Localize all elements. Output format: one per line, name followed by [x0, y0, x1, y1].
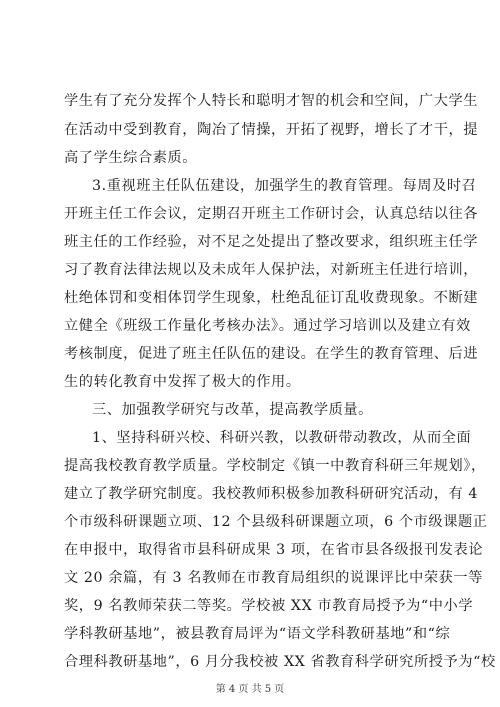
text-line: 学科教研基地”，被县教育局评为“语文学科教研基地”和“综: [64, 626, 451, 642]
text-line: 开班主任工作会议，定期召开班主工作研讨会，认真总结以往各: [64, 206, 479, 222]
text-line: 考核制度，促进了班主任队伍的建设。在学生的教育管理、后进: [64, 346, 479, 362]
text-line: 合理科教研基地”，6 月分我校被 XX 省教育科学研究所授予为“校: [64, 654, 496, 670]
text-line: 在活动中受到教育，陶冶了情操，开拓了视野，增长了才干，提: [64, 122, 479, 138]
text-line: 在申报中，取得省市县科研成果 3 项，在省市县各级报刊发表论: [64, 542, 484, 558]
text-line: 3.重视班主任队伍建设，加强学生的教育管理。每周及时召: [92, 178, 477, 194]
text-line: 学生有了充分发挥个人特长和聪明才智的机会和空间，广大学生: [64, 93, 479, 109]
page-footer: 第 4 页 共 5 页: [215, 684, 285, 695]
text-line: 建立了教学研究制度。我校教师积极参加教科研研究活动，有 4: [64, 486, 479, 502]
text-line: 文 20 余篇，有 3 名教师在市教育局组织的说课评比中荣获一等: [64, 570, 484, 586]
text-line: 提高我校教育教学质量。学校制定《镇一中教育科研三年规划》，: [64, 458, 486, 474]
text-line: 个市级科研课题立项、12 个县级科研课题立项，6 个市级课题正: [64, 514, 488, 530]
text-line: 立健全《班级工作量化考核办法》。通过学习培训以及建立有效: [64, 318, 471, 334]
text-line: 1、坚持科研兴校、科研兴教，以教研带动教改，从而全面: [92, 430, 472, 446]
text-line: 生的转化教育中发挥了极大的作用。: [64, 374, 301, 390]
section-heading: 三、加强教学研究与改革，提高教学质量。: [92, 402, 373, 418]
text-line: 习了教育法律法规以及未成年人保护法，对新班主任进行培训，: [64, 262, 479, 278]
text-line: 奖，9 名教师荣获二等奖。学校被 XX 市教育局授予为“中小学: [64, 598, 474, 614]
text-line: 高了学生综合素质。: [64, 150, 198, 166]
text-line: 杜绝体罚和变相体罚学生现象，杜绝乱征订乱收费现象。不断建: [64, 290, 479, 306]
text-line: 班主任的工作经验，对不足之处提出了整改要求，组织班主任学: [64, 234, 479, 250]
